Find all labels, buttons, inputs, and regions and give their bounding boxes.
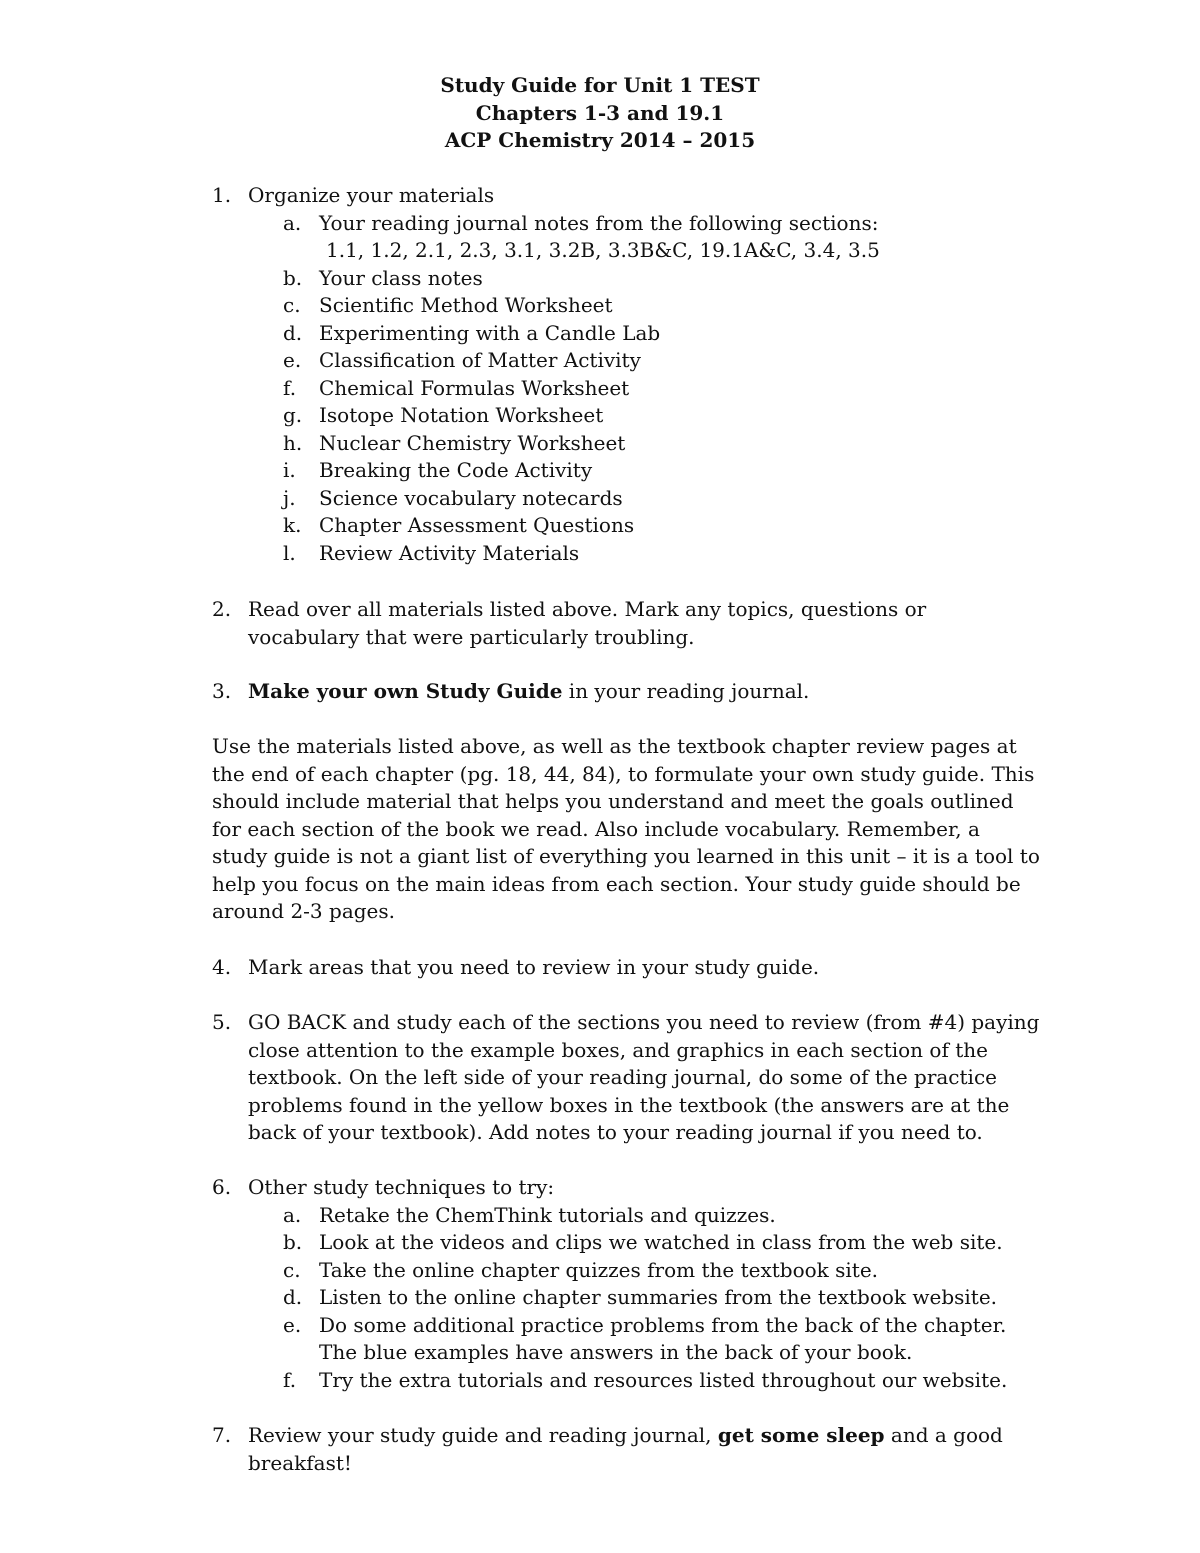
item-number: 6. [212,1175,232,1199]
sub-item-f: f. Chemical Formulas Worksheet [283,375,630,400]
sub-list [283,210,1042,568]
sub-item-b: b. Your class notes [283,265,483,290]
item-text: Review your study guide and reading journal, get some sleep and a good breakfast! [248,1423,1003,1475]
sub-item-f: f. Try the extra tutorials and resources listed throughout our website. [283,1367,1008,1392]
sub-item-c: c. Take the online chapter quizzes from the textbook site. [283,1257,879,1282]
sub-list [283,1202,1042,1395]
sub-item-e: e. Classification of Matter Activity [283,348,641,372]
sub-item-b: b. Look at the videos and clips we watched in class from the web site. [283,1230,1003,1254]
sections-list: 1.1, 1.2, 2.1, 2.3, 3.1, 3.2B, 3.3B&C, 19.1A&C, 3.4, 3.5 [326,238,880,262]
sub-item-e: e. Do some additional practice problems from the back of the chapter. The blue examples have answers in the back of your book. [283,1312,1007,1364]
item-number: 3. [212,679,232,703]
sub-item-k: k. Chapter Assessment Questions [283,513,635,537]
sub-item-h: h. Nuclear Chemistry Worksheet [283,430,626,455]
sub-item-g: g. Isotope Notation Worksheet [283,403,604,427]
sub-item-i: i. Breaking the Code Activity [283,458,593,482]
instruction-paragraph: Use the materials listed above, as well as the textbook chapter review pages at the end of each chapter (pg. 18, 44, 84), to formulate your own study guide. This should include material that helps you understand and meet the goals outlined for each section of the book we read. Also include vocabulary. Remember, a study guide is not a giant list of everything you learned in this unit – it is a tool to help you focus on the main ideas from each section. Your study guide should be around 2-3 pages. [212,734,1040,923]
item-number: 1. [212,183,232,207]
item-text: GO BACK and study each of the sections you need to review (from #4) paying close attention to the example boxes, and graphics in each section of the textbook. On the left side of your reading journal, do some of the practice problems found in the yellow boxes in the textbook (the answers are at the back of your textbook). Add notes to your reading journal if you need to. [248,1010,1040,1144]
item-text: Other study techniques to try: [248,1175,555,1199]
title-line-2: Chapters 1-3 and 19.1 [475,100,725,125]
bold-phrase: Make your own Study Guide [248,679,563,703]
sub-item-l: l. Review Activity Materials [283,540,580,565]
sub-item-d: d. Experimenting with a Candle Lab [283,320,661,345]
bold-phrase: get some sleep [717,1423,885,1447]
item-number: 7. [212,1423,232,1447]
list-item-2 [212,596,1042,651]
sub-item-c: c. Scientific Method Worksheet [283,293,613,317]
item-number: 5. [212,1010,232,1034]
list-item-4 [212,954,1042,982]
item-number: 4. [212,955,232,979]
item-number: 2. [212,597,232,621]
item-text: Make your own Study Guide in your reading journal. [248,679,810,703]
item-text: Read over all materials listed above. Mark any topics, questions or vocabulary that were particularly troubling. [248,597,927,649]
sub-item-a: a. Retake the ChemThink tutorials and quizzes. [283,1202,776,1227]
list-item-1 [212,182,1042,567]
list-item-3 [212,678,1042,706]
list-item-6 [212,1174,1042,1394]
list-item-5 [212,1009,1042,1147]
sub-item-j: j. Science vocabulary notecards [283,485,623,510]
list-item-7 [212,1422,1042,1477]
item-text: Mark areas that you need to review in your study guide. [248,955,820,979]
sub-item-a: a. Your reading journal notes from the following sections: 1.1, 1.2, 2.1, 2.3, 3.1, 3.2B, 3.3B&C, 19.1A&C, 3.4, 3.5 [283,210,1042,265]
item-text: Organize your materials [248,183,495,207]
title-line-1: Study Guide for Unit 1 TEST [440,73,760,97]
document-header [0,72,1200,155]
title-line-3: ACP Chemistry 2014 – 2015 [444,128,756,152]
sub-item-d: d. Listen to the online chapter summaries from the textbook website. [283,1285,998,1309]
